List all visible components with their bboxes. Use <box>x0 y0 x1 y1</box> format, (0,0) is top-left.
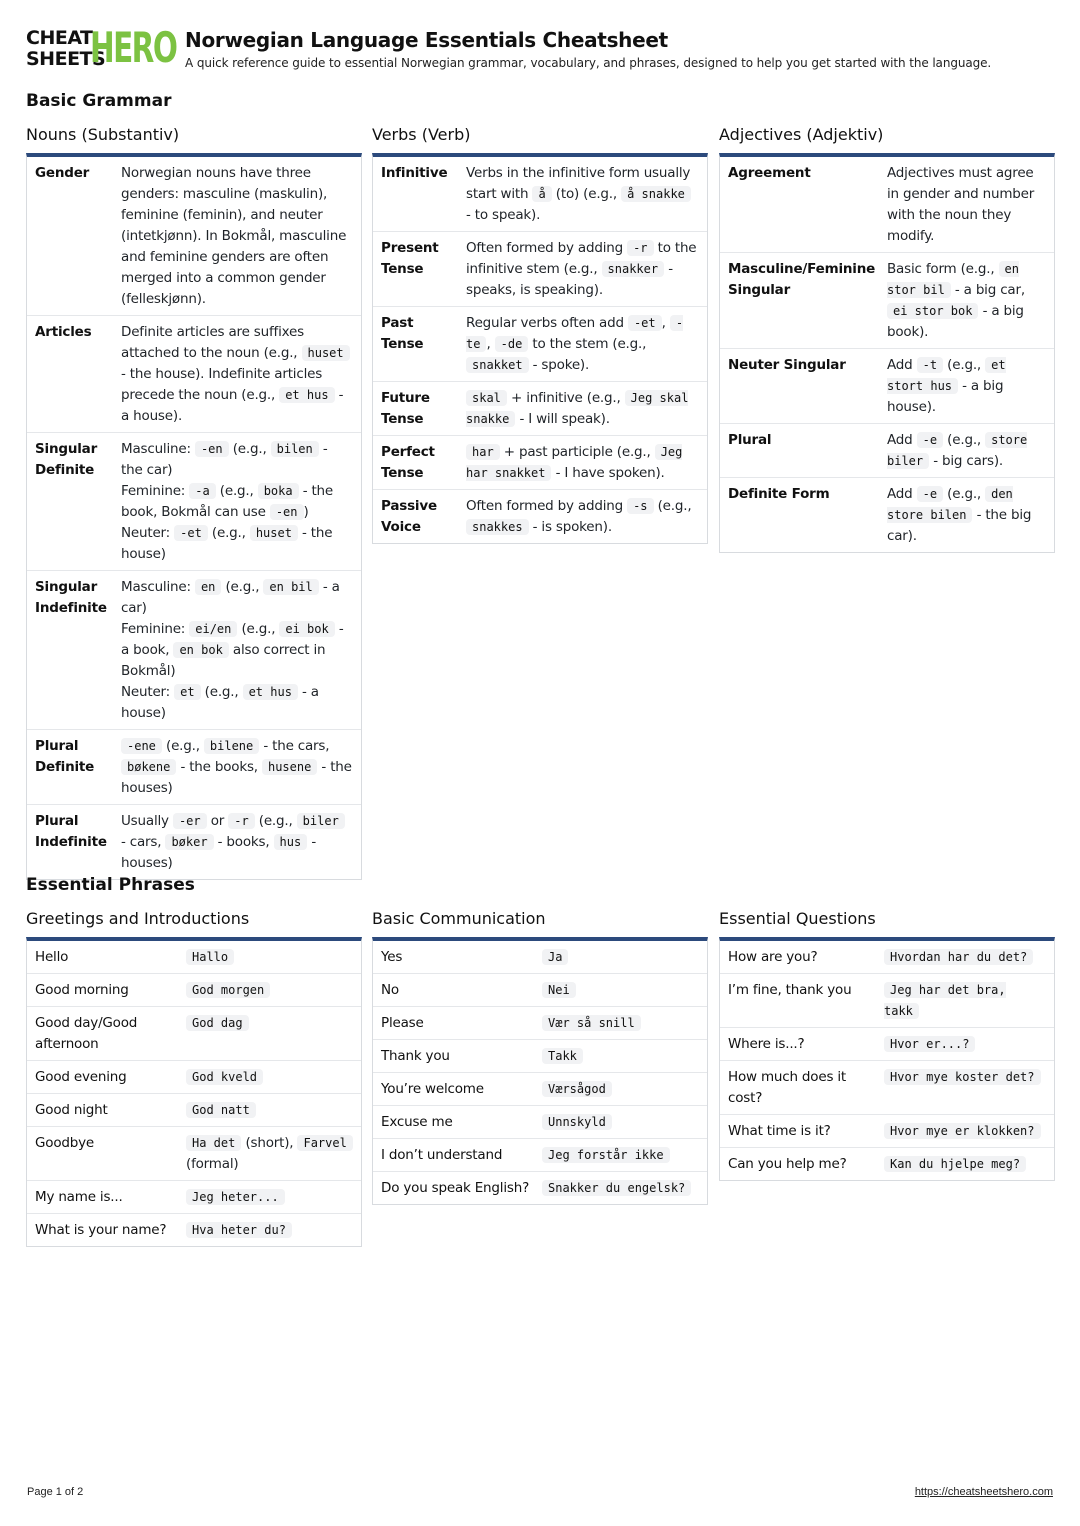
adjectives-table <box>719 153 1055 553</box>
greetings-row <box>27 1061 361 1094</box>
greetings-row <box>27 941 361 974</box>
value-text: - a house) <box>121 684 319 721</box>
communication-row-label: Yes <box>381 949 403 965</box>
code-snippet: en <box>195 579 221 595</box>
greetings-row <box>27 974 361 1007</box>
logo-line-cheat: CHEAT <box>26 27 93 49</box>
nouns-row <box>27 316 361 433</box>
code-snippet: huset <box>302 345 350 361</box>
nouns-row <box>27 571 361 730</box>
verbs-row-label: Present Tense <box>381 240 439 277</box>
nouns-row <box>27 157 361 316</box>
communication-row-label: No <box>381 982 399 998</box>
value-text: Verbs in the infinitive form usually start with <box>466 165 691 202</box>
questions-row-label: Can you help me? <box>728 1156 847 1172</box>
code-snippet: bøker <box>165 834 213 850</box>
questions-row-label: Where is...? <box>728 1036 805 1052</box>
code-snippet: hus <box>274 834 308 850</box>
communication-row-value <box>542 1145 699 1166</box>
verbs-row-value <box>466 238 699 301</box>
greetings-row-label: My name is... <box>35 1189 123 1205</box>
questions-row-label: What time is it? <box>728 1123 831 1139</box>
code-snippet: Jeg skal snakke <box>466 391 689 426</box>
communication-row <box>373 974 707 1007</box>
value-text: ) <box>303 504 309 520</box>
greetings-row <box>27 1214 361 1246</box>
code-snippet: Kan du hjelpe meg? <box>884 1156 1026 1172</box>
code-snippet: en stor bil <box>887 262 1019 297</box>
greetings-row-value <box>186 980 353 1001</box>
nouns-row <box>27 730 361 805</box>
code-snippet: -r <box>228 813 254 829</box>
verbs-row-value <box>466 388 699 430</box>
page-number: Page 1 of 2 <box>27 1486 84 1498</box>
communication-row-label: Please <box>381 1015 424 1031</box>
communication-block <box>372 908 708 1205</box>
code-snippet: -de <box>495 336 529 352</box>
code-snippet: Hallo <box>186 949 234 965</box>
communication-row <box>373 1106 707 1139</box>
adjectives-row-value <box>887 484 1046 547</box>
questions-title: Essential Questions <box>719 909 876 928</box>
greetings-row-value <box>186 1013 353 1055</box>
code-snippet: -te <box>466 316 684 351</box>
questions-row <box>720 941 1054 974</box>
value-text: , <box>661 315 670 331</box>
value-text: (e.g., <box>943 432 986 448</box>
value-text: (e.g., <box>207 525 250 541</box>
verbs-row <box>373 157 707 232</box>
code-snippet: store biler <box>887 433 1028 468</box>
value-text: - to speak). <box>466 207 541 223</box>
cheatsheetshero-logo[interactable] <box>26 23 177 72</box>
value-text: Definite articles are suffixes attached to the noun (e.g., <box>121 324 304 361</box>
nouns-row <box>27 805 361 879</box>
code-snippet: et hus <box>279 387 334 403</box>
page-header <box>26 23 1056 74</box>
communication-row <box>373 1007 707 1040</box>
code-snippet: skal <box>466 390 507 406</box>
adjectives-row <box>720 157 1054 253</box>
greetings-row-value <box>186 1187 353 1208</box>
code-snippet: Farvel <box>297 1135 352 1151</box>
code-snippet: huset <box>250 525 298 541</box>
code-snippet: ei stor bok <box>887 303 978 319</box>
code-snippet: bøkene <box>121 759 176 775</box>
value-text: (e.g., <box>200 684 243 700</box>
code-snippet: -et <box>628 315 662 331</box>
communication-row <box>373 941 707 974</box>
value-text: - spoke). <box>528 357 590 373</box>
communication-row <box>373 1139 707 1172</box>
code-snippet: -en <box>270 504 304 520</box>
value-text: - a book, <box>121 621 344 658</box>
value-text: , <box>486 336 495 352</box>
value-text: Feminine: <box>121 621 190 637</box>
communication-row-value <box>542 947 699 968</box>
verbs-row <box>373 436 707 490</box>
greetings-row-label: Good night <box>35 1102 108 1118</box>
value-text: - I have spoken). <box>551 465 665 481</box>
adjectives-title: Adjectives (Adjektiv) <box>719 125 884 144</box>
nouns-row <box>27 433 361 571</box>
logo-line-sheets: SHEETS <box>26 48 106 70</box>
value-text: Often formed by adding <box>466 240 628 256</box>
code-snippet: et hus <box>243 684 298 700</box>
code-snippet: God natt <box>186 1102 256 1118</box>
greetings-row-label: What is your name? <box>35 1222 167 1238</box>
value-text: (e.g., <box>215 483 258 499</box>
value-text: - is spoken). <box>528 519 612 535</box>
value-text: - the house). Indefinite articles precede the noun (e.g., <box>121 366 323 403</box>
verbs-row <box>373 307 707 382</box>
communication-row <box>373 1073 707 1106</box>
page-title: Norwegian Language Essentials Cheatsheet <box>185 28 668 52</box>
communication-row-label: Excuse me <box>381 1114 453 1130</box>
questions-row-label: I’m fine, thank you <box>728 982 852 998</box>
verbs-row-label: Past Tense <box>381 315 424 352</box>
code-snippet: -t <box>917 357 943 373</box>
code-snippet: Ha det <box>186 1135 241 1151</box>
code-snippet: boka <box>258 483 299 499</box>
verbs-row-value <box>466 442 699 484</box>
value-text: or <box>206 813 229 829</box>
code-snippet: ei bok <box>279 621 334 637</box>
code-snippet: Værsågod <box>542 1081 612 1097</box>
nouns-block <box>26 124 362 880</box>
greetings-row-label: Good morning <box>35 982 129 998</box>
value-text: - the house) <box>121 525 333 562</box>
questions-row-value <box>884 1154 1046 1175</box>
code-snippet: God dag <box>186 1015 249 1031</box>
questions-row-value <box>884 980 1046 1022</box>
communication-row-value <box>542 1079 699 1100</box>
code-snippet: -et <box>174 525 208 541</box>
value-text: - a car) <box>121 579 340 616</box>
value-text: Adjectives must agree in gender and number with the noun they modify. <box>887 165 1035 244</box>
value-text: - the books, <box>176 759 262 775</box>
questions-row-value <box>884 947 1046 968</box>
value-text: - the car) <box>121 441 328 478</box>
value-text: (short), <box>241 1135 298 1151</box>
code-snippet: -s <box>627 498 653 514</box>
verbs-row-label: Infinitive <box>381 165 448 181</box>
nouns-row-label: Articles <box>35 324 92 340</box>
verbs-table <box>372 153 708 544</box>
value-text: also correct in Bokmål) <box>121 642 326 679</box>
questions-row <box>720 1061 1054 1115</box>
code-snippet: har <box>466 444 500 460</box>
code-snippet: Ja <box>542 949 568 965</box>
adjectives-block <box>719 124 1055 553</box>
adjectives-row-label: Definite Form <box>728 486 830 502</box>
value-text: (e.g., <box>237 621 280 637</box>
verbs-row <box>373 382 707 436</box>
value-text: - cars, <box>121 834 166 850</box>
communication-row-label: You’re welcome <box>381 1081 484 1097</box>
communication-row-label: I don’t understand <box>381 1147 503 1163</box>
value-text: - a big house). <box>887 378 1004 415</box>
communication-row <box>373 1172 707 1204</box>
adjectives-row-value <box>887 163 1046 247</box>
verbs-row <box>373 490 707 543</box>
adjectives-row-value <box>887 355 1046 418</box>
value-text: Regular verbs often add <box>466 315 628 331</box>
verbs-title: Verbs (Verb) <box>372 125 471 144</box>
value-text: (formal) <box>186 1156 239 1172</box>
code-snippet: Jeg forstår ikke <box>542 1147 670 1163</box>
value-text: Usually <box>121 813 173 829</box>
code-snippet: bilen <box>271 441 319 457</box>
communication-row-label: Do you speak English? <box>381 1180 530 1196</box>
adjectives-row <box>720 349 1054 424</box>
code-snippet: Jeg har snakket <box>466 445 683 480</box>
nouns-table <box>26 153 362 880</box>
nouns-title: Nouns (Substantiv) <box>26 125 180 144</box>
questions-row <box>720 974 1054 1028</box>
nouns-row-value <box>121 163 353 310</box>
value-text: Add <box>887 357 917 373</box>
page-subtitle: A quick reference guide to essential Norwegian grammar, vocabulary, and phrases, designed to help you get started with the language. <box>185 56 992 70</box>
adjectives-row <box>720 253 1054 349</box>
questions-table <box>719 937 1055 1181</box>
adjectives-row-label: Masculine/Feminine Singular <box>728 261 876 298</box>
communication-row-value <box>542 1178 699 1199</box>
adjectives-row <box>720 424 1054 478</box>
communication-table <box>372 937 708 1205</box>
value-text: - the houses) <box>121 759 352 796</box>
code-snippet: -r <box>627 240 653 256</box>
greetings-row-value <box>186 1220 353 1241</box>
value-text: (e.g., <box>161 738 204 754</box>
value-text: Masculine: <box>121 579 195 595</box>
code-snippet: snakkes <box>466 519 529 535</box>
questions-row <box>720 1115 1054 1148</box>
value-text: (e.g., <box>653 498 692 514</box>
value-text: Norwegian nouns have three genders: masculine (maskulin), feminine (feminin), and neuter (intetkjønn). In Bokmål, masculine and feminine genders are often merged into a common gender (felleskjønn). <box>121 165 347 307</box>
value-text: - a big book). <box>887 303 1024 340</box>
value-text: - I will speak). <box>515 411 610 427</box>
code-snippet: Jeg har det bra, takk <box>884 983 1006 1018</box>
verbs-row <box>373 232 707 307</box>
communication-title: Basic Communication <box>372 909 546 928</box>
code-snippet: Takk <box>542 1048 583 1064</box>
code-snippet: Hvordan har du det? <box>884 949 1033 965</box>
greetings-block <box>26 908 362 1247</box>
section-title-grammar: Basic Grammar <box>26 91 172 111</box>
code-snippet: Unnskyld <box>542 1114 612 1130</box>
questions-row-label: How are you? <box>728 949 818 965</box>
greetings-row <box>27 1127 361 1181</box>
code-snippet: snakket <box>466 357 529 373</box>
value-text: - a house). <box>121 387 344 424</box>
value-text: (e.g., <box>221 579 264 595</box>
value-text: to the stem (e.g., <box>528 336 647 352</box>
verbs-block <box>372 124 708 544</box>
nouns-row-label: Gender <box>35 165 90 181</box>
code-snippet: -e <box>917 486 943 502</box>
code-snippet: biler <box>297 813 345 829</box>
value-text: Neuter: <box>121 525 175 541</box>
greetings-row-value <box>186 1133 353 1175</box>
adjectives-row-label: Agreement <box>728 165 811 181</box>
verbs-row-value <box>466 496 699 538</box>
code-snippet: -er <box>173 813 207 829</box>
code-snippet: -e <box>917 432 943 448</box>
questions-row-value <box>884 1034 1046 1055</box>
value-text: + infinitive (e.g., <box>506 390 625 406</box>
questions-row <box>720 1148 1054 1180</box>
value-text: - speaks, is speaking). <box>466 261 673 298</box>
value-text: (e.g., <box>943 486 986 502</box>
greetings-row-value <box>186 947 353 968</box>
code-snippet: Snakker du engelsk? <box>542 1180 691 1196</box>
greetings-row-label: Good day/Good afternoon <box>35 1015 138 1052</box>
communication-row-value <box>542 980 699 1001</box>
code-snippet: Hvor mye er klokken? <box>884 1123 1041 1139</box>
communication-row-value <box>542 1046 699 1067</box>
greetings-table <box>26 937 362 1247</box>
value-text: Add <box>887 486 917 502</box>
value-text: - books, <box>213 834 274 850</box>
questions-row-value <box>884 1067 1046 1109</box>
questions-block <box>719 908 1055 1181</box>
code-snippet: God kveld <box>186 1069 263 1085</box>
value-text: + past participle (e.g., <box>499 444 655 460</box>
value-text: (e.g., <box>254 813 297 829</box>
code-snippet: Nei <box>542 982 576 998</box>
value-text: - the cars, <box>259 738 330 754</box>
questions-row <box>720 1028 1054 1061</box>
nouns-row-label: Plural Definite <box>35 738 95 775</box>
code-snippet: -en <box>195 441 229 457</box>
greetings-row-value <box>186 1067 353 1088</box>
value-text: (to) (e.g., <box>551 186 622 202</box>
code-snippet: -a <box>189 483 215 499</box>
value-text: - the book, Bokmål can use <box>121 483 334 520</box>
nouns-row-value <box>121 577 353 724</box>
code-snippet: den store bilen <box>887 487 1013 522</box>
value-text: (e.g., <box>228 441 271 457</box>
greetings-row-label: Hello <box>35 949 69 965</box>
code-snippet: å <box>532 186 551 202</box>
nouns-row-label: Singular Definite <box>35 441 98 478</box>
questions-row-value <box>884 1121 1046 1142</box>
verbs-row-value <box>466 313 699 376</box>
adjectives-row <box>720 478 1054 552</box>
communication-row-value <box>542 1112 699 1133</box>
value-text: - houses) <box>121 834 316 871</box>
verbs-row-value <box>466 163 699 226</box>
code-snippet: Jeg heter... <box>186 1189 285 1205</box>
greetings-row-label: Goodbye <box>35 1135 95 1151</box>
value-text: Neuter: <box>121 684 175 700</box>
code-snippet: -ene <box>121 738 162 754</box>
code-snippet: Vær så snill <box>542 1015 641 1031</box>
nouns-row-label: Singular Indefinite <box>35 579 107 616</box>
adjectives-row-value <box>887 430 1046 472</box>
code-snippet: Hva heter du? <box>186 1222 292 1238</box>
code-snippet: et stort hus <box>887 358 1006 393</box>
value-text: Often formed by adding <box>466 498 628 514</box>
greetings-row <box>27 1007 361 1061</box>
greetings-row <box>27 1094 361 1127</box>
adjectives-row-label: Neuter Singular <box>728 357 846 373</box>
greetings-row <box>27 1181 361 1214</box>
logo-hero: HERO <box>90 23 177 72</box>
nouns-row-value <box>121 439 353 565</box>
value-text: to the infinitive stem (e.g., <box>466 240 697 277</box>
verbs-row-label: Passive Voice <box>381 498 437 535</box>
value-text: Masculine: <box>121 441 195 457</box>
code-snippet: en bil <box>263 579 318 595</box>
section-title-phrases: Essential Phrases <box>26 875 195 895</box>
questions-row-label: How much does it cost? <box>728 1069 847 1106</box>
code-snippet: husene <box>262 759 317 775</box>
code-snippet: en bok <box>173 642 228 658</box>
value-text: - a big car, <box>950 282 1025 298</box>
code-snippet: å snakke <box>621 186 691 202</box>
value-text: Add <box>887 432 917 448</box>
nouns-row-label: Plural Indefinite <box>35 813 107 850</box>
communication-row <box>373 1040 707 1073</box>
verbs-row-label: Future Tense <box>381 390 430 427</box>
value-text: - big cars). <box>929 453 1003 469</box>
value-text: Basic form (e.g., <box>887 261 999 277</box>
code-snippet: bilene <box>204 738 259 754</box>
code-snippet: God morgen <box>186 982 270 998</box>
code-snippet: Hvor er...? <box>884 1036 975 1052</box>
adjectives-row-label: Plural <box>728 432 772 448</box>
nouns-row-value <box>121 736 353 799</box>
communication-row-value <box>542 1013 699 1034</box>
value-text: (e.g., <box>943 357 986 373</box>
greetings-title: Greetings and Introductions <box>26 909 250 928</box>
code-snippet: snakker <box>602 261 665 277</box>
code-snippet: Hvor mye koster det? <box>884 1069 1041 1085</box>
nouns-row-value <box>121 322 353 427</box>
verbs-row-label: Perfect Tense <box>381 444 435 481</box>
value-text: Feminine: <box>121 483 190 499</box>
code-snippet: ei/en <box>189 621 237 637</box>
value-text: - the big car). <box>887 507 1032 544</box>
code-snippet: et <box>174 684 200 700</box>
communication-row-label: Thank you <box>381 1048 450 1064</box>
footer-link[interactable]: https://cheatsheetshero.com <box>914 1486 1053 1498</box>
adjectives-row-value <box>887 259 1046 343</box>
nouns-row-value <box>121 811 353 874</box>
greetings-row-label: Good evening <box>35 1069 127 1085</box>
greetings-row-value <box>186 1100 353 1121</box>
